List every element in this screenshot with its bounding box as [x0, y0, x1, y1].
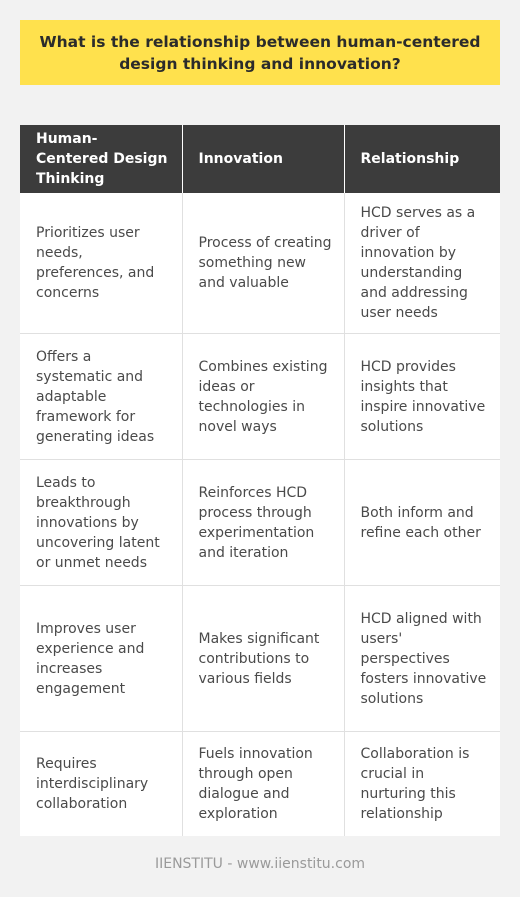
table-cell: HCD provides insights that inspire innovative solutions	[344, 334, 500, 460]
table-cell: Combines existing ideas or technologies in novel ways	[182, 334, 344, 460]
table-row	[20, 460, 500, 586]
table-cell: HCD serves as a driver of innovation by understanding and addressing user needs	[344, 193, 500, 334]
header-hcd: Human-Centered Design Thinking	[20, 125, 182, 193]
comparison-table	[20, 125, 500, 836]
table-row	[20, 732, 500, 837]
table-cell: Offers a systematic and adaptable framework for generating ideas	[20, 334, 182, 460]
table-cell: Improves user experience and increases engagement	[20, 586, 182, 732]
footer-credit: IIENSTITU - www.iienstitu.com	[154, 856, 366, 872]
table-cell: Process of creating something new and valuable	[182, 193, 344, 334]
table-cell: Both inform and refine each other	[344, 460, 500, 586]
table-row	[20, 334, 500, 460]
table-row	[20, 193, 500, 334]
table-cell: Collaboration is crucial in nurturing this relationship	[344, 732, 500, 837]
table-cell: Makes significant contributions to various fields	[182, 586, 344, 732]
table-cell: Requires interdisciplinary collaboration	[20, 732, 182, 837]
header-relationship: Relationship	[344, 125, 500, 193]
table-cell: Fuels innovation through open dialogue and exploration	[182, 732, 344, 837]
title-banner	[20, 20, 500, 85]
table-cell: Leads to breakthrough innovations by uncovering latent or unmet needs	[20, 460, 182, 586]
table-cell: HCD aligned with users' perspectives fosters innovative solutions	[344, 586, 500, 732]
table-cell: Prioritizes user needs, preferences, and concerns	[20, 193, 182, 334]
table-row	[20, 586, 500, 732]
table-cell: Reinforces HCD process through experimentation and iteration	[182, 460, 344, 586]
header-innovation: Innovation	[182, 125, 344, 193]
page-title: What is the relationship between human-centered design thinking and innovation?	[39, 32, 481, 73]
table-header-row	[20, 125, 500, 193]
